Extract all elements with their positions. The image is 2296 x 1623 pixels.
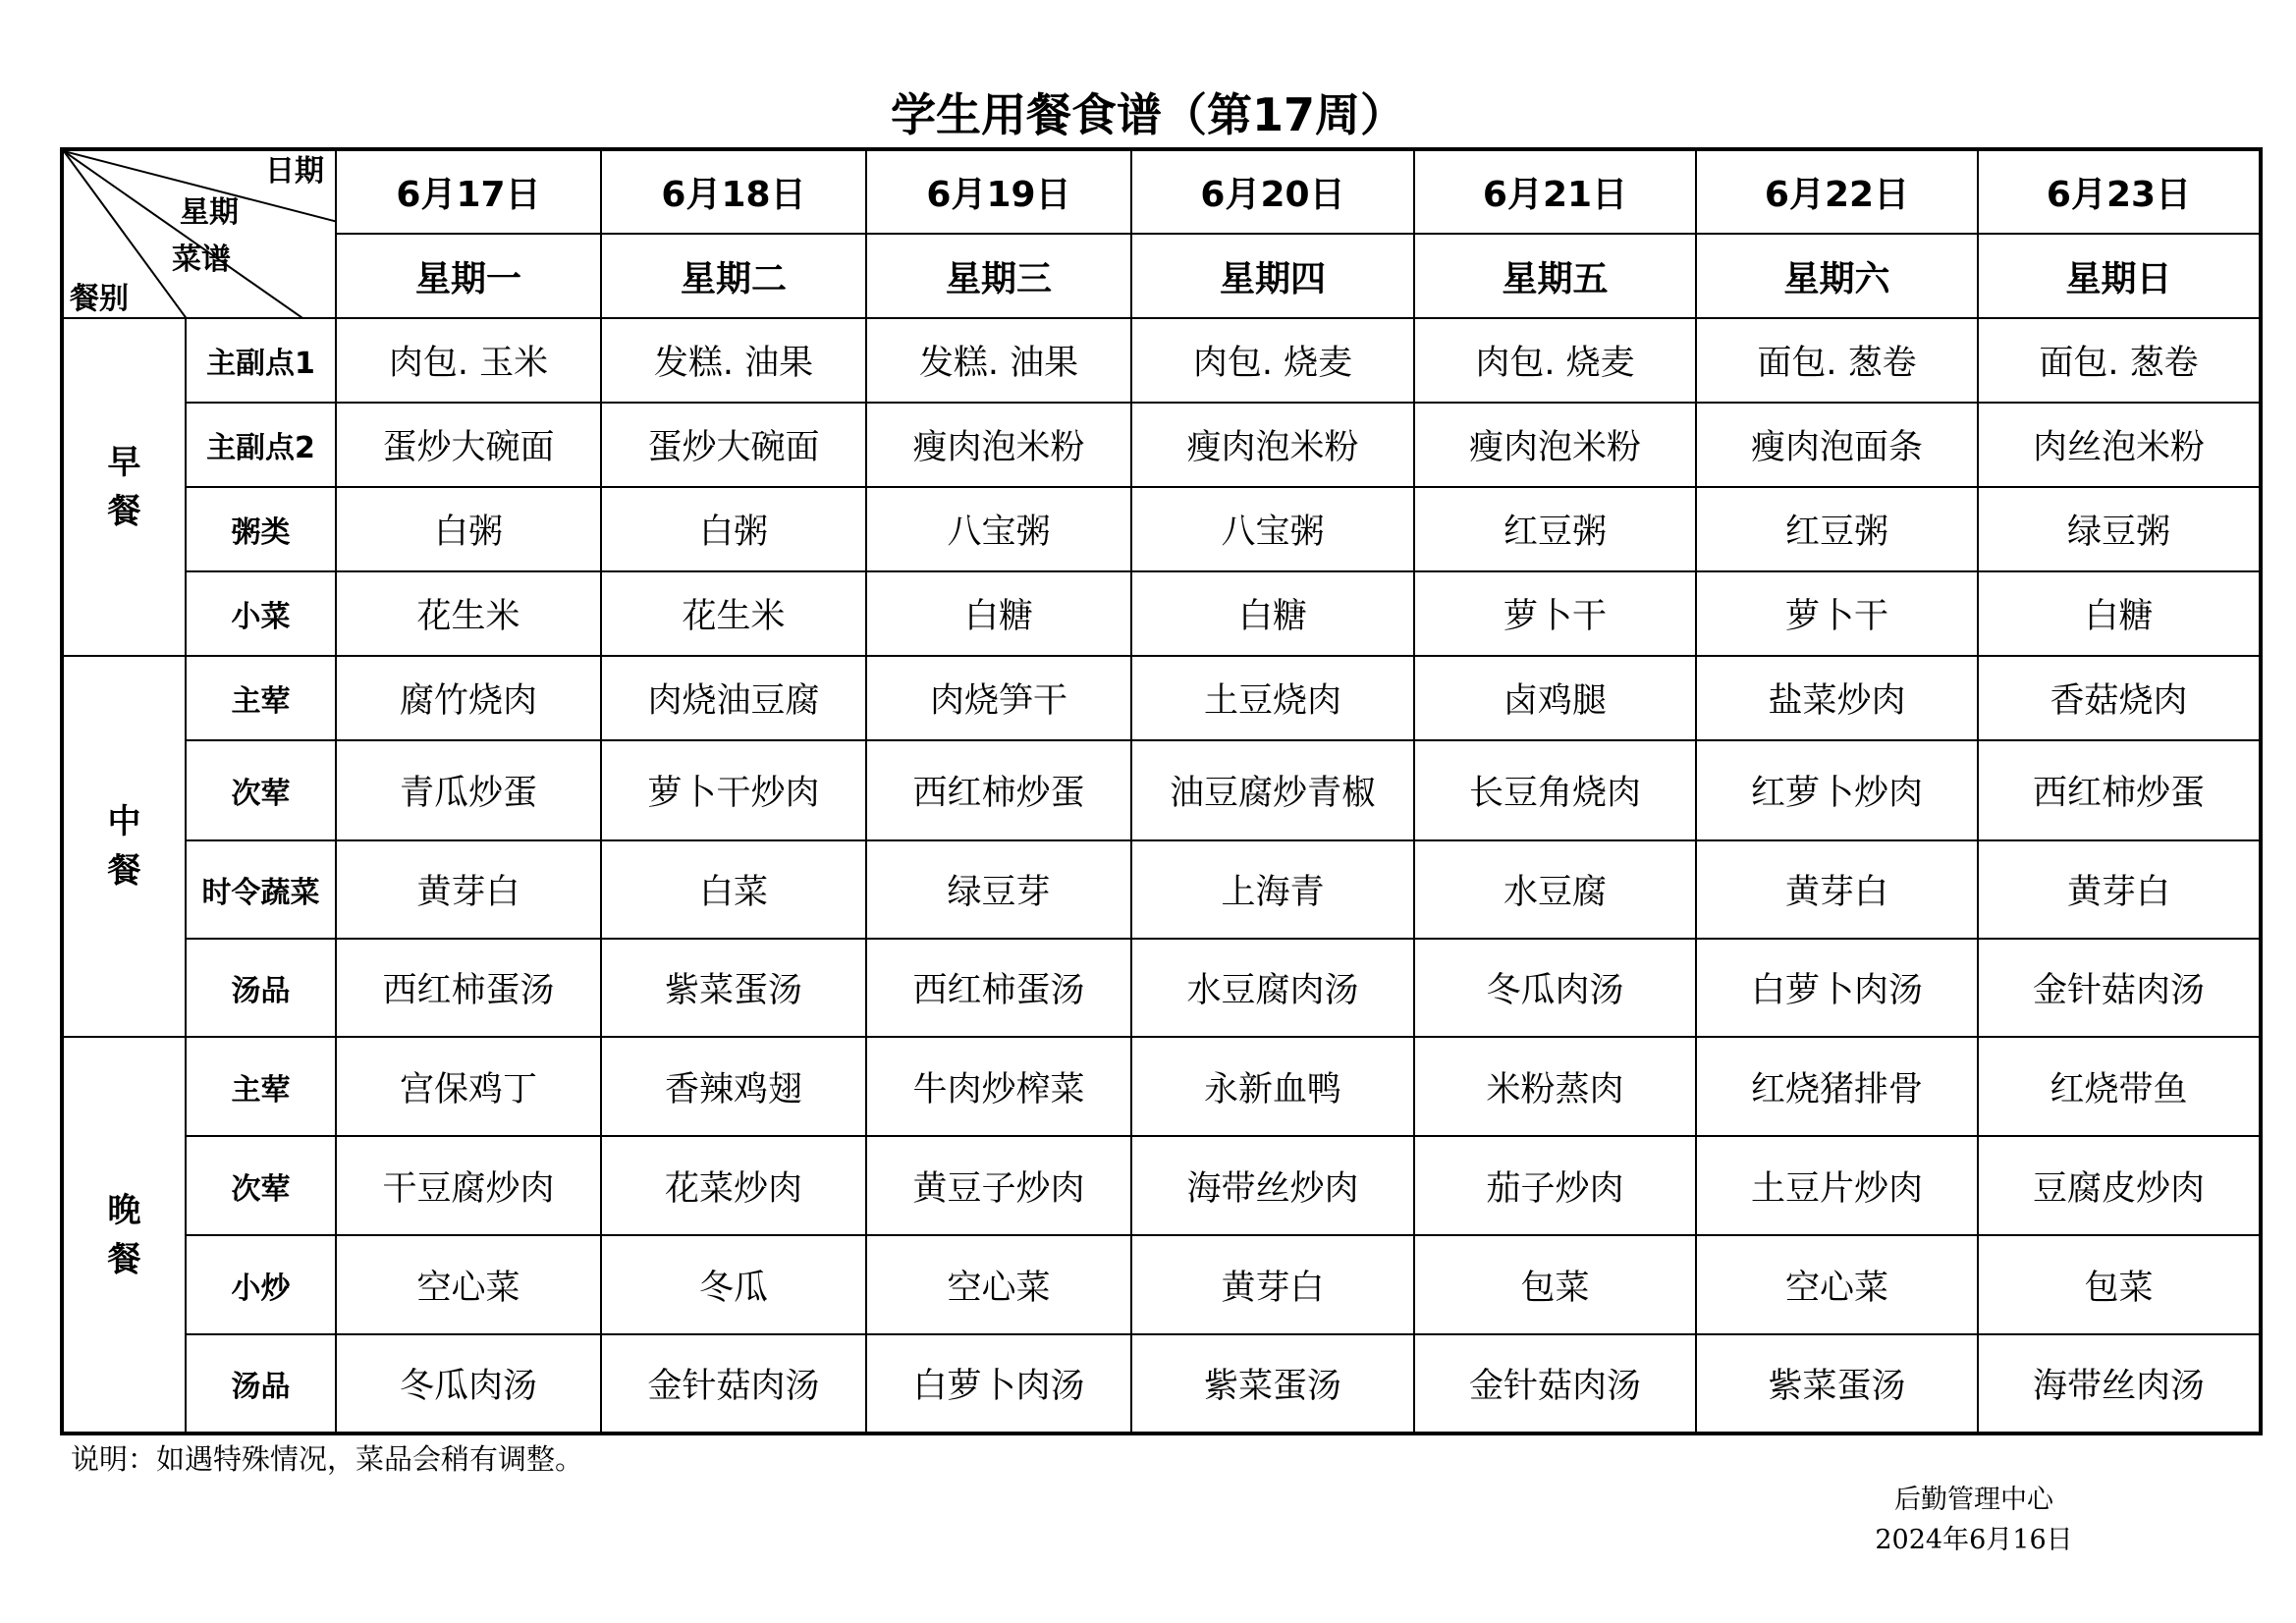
- category-label: 粥类: [186, 487, 336, 571]
- dish-cell: 包菜: [1414, 1235, 1696, 1334]
- page-title: 学生用餐食谱（第17周）: [890, 88, 1405, 141]
- weekday-header: 星期四: [1131, 234, 1414, 318]
- dish-cell: 长豆角烧肉: [1414, 740, 1696, 840]
- date-header: 6月21日: [1414, 149, 1696, 234]
- menu-row: [62, 840, 2261, 939]
- signature-date: 2024年6月16日: [1875, 1525, 2073, 1555]
- menu-row: [62, 939, 2261, 1037]
- dish-cell: 红豆粥: [1414, 487, 1696, 571]
- dish-cell: 八宝粥: [866, 487, 1131, 571]
- category-label: 小菜: [186, 571, 336, 656]
- menu-row: [62, 1037, 2261, 1136]
- category-label: 小炒: [186, 1235, 336, 1334]
- date-header: 6月17日: [336, 149, 601, 234]
- dish-cell: 空心菜: [866, 1235, 1131, 1334]
- date-header: 6月23日: [1978, 149, 2261, 234]
- dish-cell: 冬瓜肉汤: [1414, 939, 1696, 1037]
- dish-cell: 紫菜蛋汤: [1696, 1334, 1978, 1434]
- dish-cell: 白粥: [336, 487, 601, 571]
- dish-cell: 盐菜炒肉: [1696, 656, 1978, 740]
- weekday-header: 星期二: [601, 234, 866, 318]
- dish-cell: 包菜: [1978, 1235, 2261, 1334]
- dish-cell: 瘦肉泡米粉: [866, 403, 1131, 487]
- meal-label: [62, 656, 186, 1037]
- dish-cell: 西红柿蛋汤: [866, 939, 1131, 1037]
- dish-cell: 面包. 葱卷: [1978, 318, 2261, 403]
- dish-cell: 黄芽白: [1978, 840, 2261, 939]
- menu-row: [62, 318, 2261, 403]
- dish-cell: 海带丝肉汤: [1978, 1334, 2261, 1434]
- dish-cell: 肉烧油豆腐: [601, 656, 866, 740]
- menu-row: [62, 403, 2261, 487]
- dish-cell: 花生米: [601, 571, 866, 656]
- date-header: 6月22日: [1696, 149, 1978, 234]
- dish-cell: 八宝粥: [1131, 487, 1414, 571]
- dish-cell: 金针菇肉汤: [1414, 1334, 1696, 1434]
- menu-row: [62, 740, 2261, 840]
- dish-cell: 米粉蒸肉: [1414, 1037, 1696, 1136]
- dish-cell: 卤鸡腿: [1414, 656, 1696, 740]
- dish-cell: 红烧带鱼: [1978, 1037, 2261, 1136]
- dish-cell: 白糖: [1131, 571, 1414, 656]
- dish-cell: 白萝卜肉汤: [1696, 939, 1978, 1037]
- date-header: 6月18日: [601, 149, 866, 234]
- dish-cell: 永新血鸭: [1131, 1037, 1414, 1136]
- menu-row: [62, 1136, 2261, 1235]
- dish-cell: 萝卜干炒肉: [601, 740, 866, 840]
- dish-cell: 豆腐皮炒肉: [1978, 1136, 2261, 1235]
- corner-menu-label: 菜谱: [172, 243, 231, 277]
- category-label: 次荤: [186, 740, 336, 840]
- dish-cell: 肉包. 烧麦: [1414, 318, 1696, 403]
- dish-cell: 油豆腐炒青椒: [1131, 740, 1414, 840]
- weekday-header: 星期六: [1696, 234, 1978, 318]
- dish-cell: 空心菜: [1696, 1235, 1978, 1334]
- dish-cell: 香菇烧肉: [1978, 656, 2261, 740]
- dish-cell: 白粥: [601, 487, 866, 571]
- dish-cell: 黄芽白: [336, 840, 601, 939]
- menu-table: [60, 147, 2263, 1435]
- dish-cell: 腐竹烧肉: [336, 656, 601, 740]
- dish-cell: 茄子炒肉: [1414, 1136, 1696, 1235]
- date-header: 6月20日: [1131, 149, 1414, 234]
- meal-label: [62, 1037, 186, 1434]
- dish-cell: 牛肉炒榨菜: [866, 1037, 1131, 1136]
- dish-cell: 绿豆粥: [1978, 487, 2261, 571]
- corner-weekday-label: 星期: [180, 195, 239, 230]
- meal-label: [62, 318, 186, 656]
- dish-cell: 蛋炒大碗面: [336, 403, 601, 487]
- dish-cell: 瘦肉泡面条: [1696, 403, 1978, 487]
- menu-row: [62, 487, 2261, 571]
- dish-cell: 花生米: [336, 571, 601, 656]
- corner-date-label: 日期: [265, 154, 324, 189]
- dish-cell: 冬瓜肉汤: [336, 1334, 601, 1434]
- meal-label-text: 中餐: [107, 802, 141, 891]
- dish-cell: 空心菜: [336, 1235, 601, 1334]
- weekday-header: 星期一: [336, 234, 601, 318]
- dish-cell: 萝卜干: [1696, 571, 1978, 656]
- dish-cell: 西红柿炒蛋: [1978, 740, 2261, 840]
- dish-cell: 红萝卜炒肉: [1696, 740, 1978, 840]
- meal-label-text: 早餐: [107, 443, 141, 531]
- footnote: 说明：如遇特殊情况，菜品会稍有调整。: [71, 1442, 584, 1476]
- dish-cell: 水豆腐肉汤: [1131, 939, 1414, 1037]
- category-label: 汤品: [186, 939, 336, 1037]
- dish-cell: 绿豆芽: [866, 840, 1131, 939]
- category-label: 时令蔬菜: [186, 840, 336, 939]
- category-label: 主副点1: [186, 318, 336, 403]
- dish-cell: 蛋炒大碗面: [601, 403, 866, 487]
- category-label: 汤品: [186, 1334, 336, 1434]
- date-header: 6月19日: [866, 149, 1131, 234]
- dish-cell: 土豆片炒肉: [1696, 1136, 1978, 1235]
- dish-cell: 肉包. 烧麦: [1131, 318, 1414, 403]
- dish-cell: 发糕. 油果: [601, 318, 866, 403]
- dish-cell: 金针菇肉汤: [1978, 939, 2261, 1037]
- signature-org: 后勤管理中心: [1894, 1485, 2053, 1515]
- menu-row: [62, 571, 2261, 656]
- dish-cell: 萝卜干: [1414, 571, 1696, 656]
- dish-cell: 白糖: [1978, 571, 2261, 656]
- dish-cell: 上海青: [1131, 840, 1414, 939]
- dish-cell: 红豆粥: [1696, 487, 1978, 571]
- dish-cell: 红烧猪排骨: [1696, 1037, 1978, 1136]
- dish-cell: 肉丝泡米粉: [1978, 403, 2261, 487]
- corner-header: [62, 149, 336, 318]
- dish-cell: 土豆烧肉: [1131, 656, 1414, 740]
- menu-row: [62, 1334, 2261, 1434]
- dish-cell: 香辣鸡翅: [601, 1037, 866, 1136]
- corner-meal-label: 餐别: [70, 282, 129, 316]
- dish-cell: 冬瓜: [601, 1235, 866, 1334]
- weekday-header: 星期五: [1414, 234, 1696, 318]
- dish-cell: 宫保鸡丁: [336, 1037, 601, 1136]
- category-label: 主副点2: [186, 403, 336, 487]
- weekday-header: 星期日: [1978, 234, 2261, 318]
- dish-cell: 黄豆子炒肉: [866, 1136, 1131, 1235]
- dish-cell: 肉包. 玉米: [336, 318, 601, 403]
- dish-cell: 黄芽白: [1131, 1235, 1414, 1334]
- dish-cell: 白萝卜肉汤: [866, 1334, 1131, 1434]
- menu-row: [62, 1235, 2261, 1334]
- weekday-header: 星期三: [866, 234, 1131, 318]
- dish-cell: 白菜: [601, 840, 866, 939]
- dish-cell: 白糖: [866, 571, 1131, 656]
- dish-cell: 发糕. 油果: [866, 318, 1131, 403]
- category-label: 主荤: [186, 656, 336, 740]
- dish-cell: 海带丝炒肉: [1131, 1136, 1414, 1235]
- dish-cell: 西红柿炒蛋: [866, 740, 1131, 840]
- dish-cell: 花菜炒肉: [601, 1136, 866, 1235]
- dish-cell: 干豆腐炒肉: [336, 1136, 601, 1235]
- category-label: 次荤: [186, 1136, 336, 1235]
- dish-cell: 黄芽白: [1696, 840, 1978, 939]
- dish-cell: 青瓜炒蛋: [336, 740, 601, 840]
- menu-row: [62, 656, 2261, 740]
- dish-cell: 肉烧笋干: [866, 656, 1131, 740]
- dish-cell: 紫菜蛋汤: [601, 939, 866, 1037]
- dish-cell: 水豆腐: [1414, 840, 1696, 939]
- meal-label-text: 晚餐: [107, 1190, 141, 1279]
- category-label: 主荤: [186, 1037, 336, 1136]
- dish-cell: 西红柿蛋汤: [336, 939, 601, 1037]
- dish-cell: 瘦肉泡米粉: [1414, 403, 1696, 487]
- dish-cell: 面包. 葱卷: [1696, 318, 1978, 403]
- dish-cell: 金针菇肉汤: [601, 1334, 866, 1434]
- dish-cell: 瘦肉泡米粉: [1131, 403, 1414, 487]
- dish-cell: 紫菜蛋汤: [1131, 1334, 1414, 1434]
